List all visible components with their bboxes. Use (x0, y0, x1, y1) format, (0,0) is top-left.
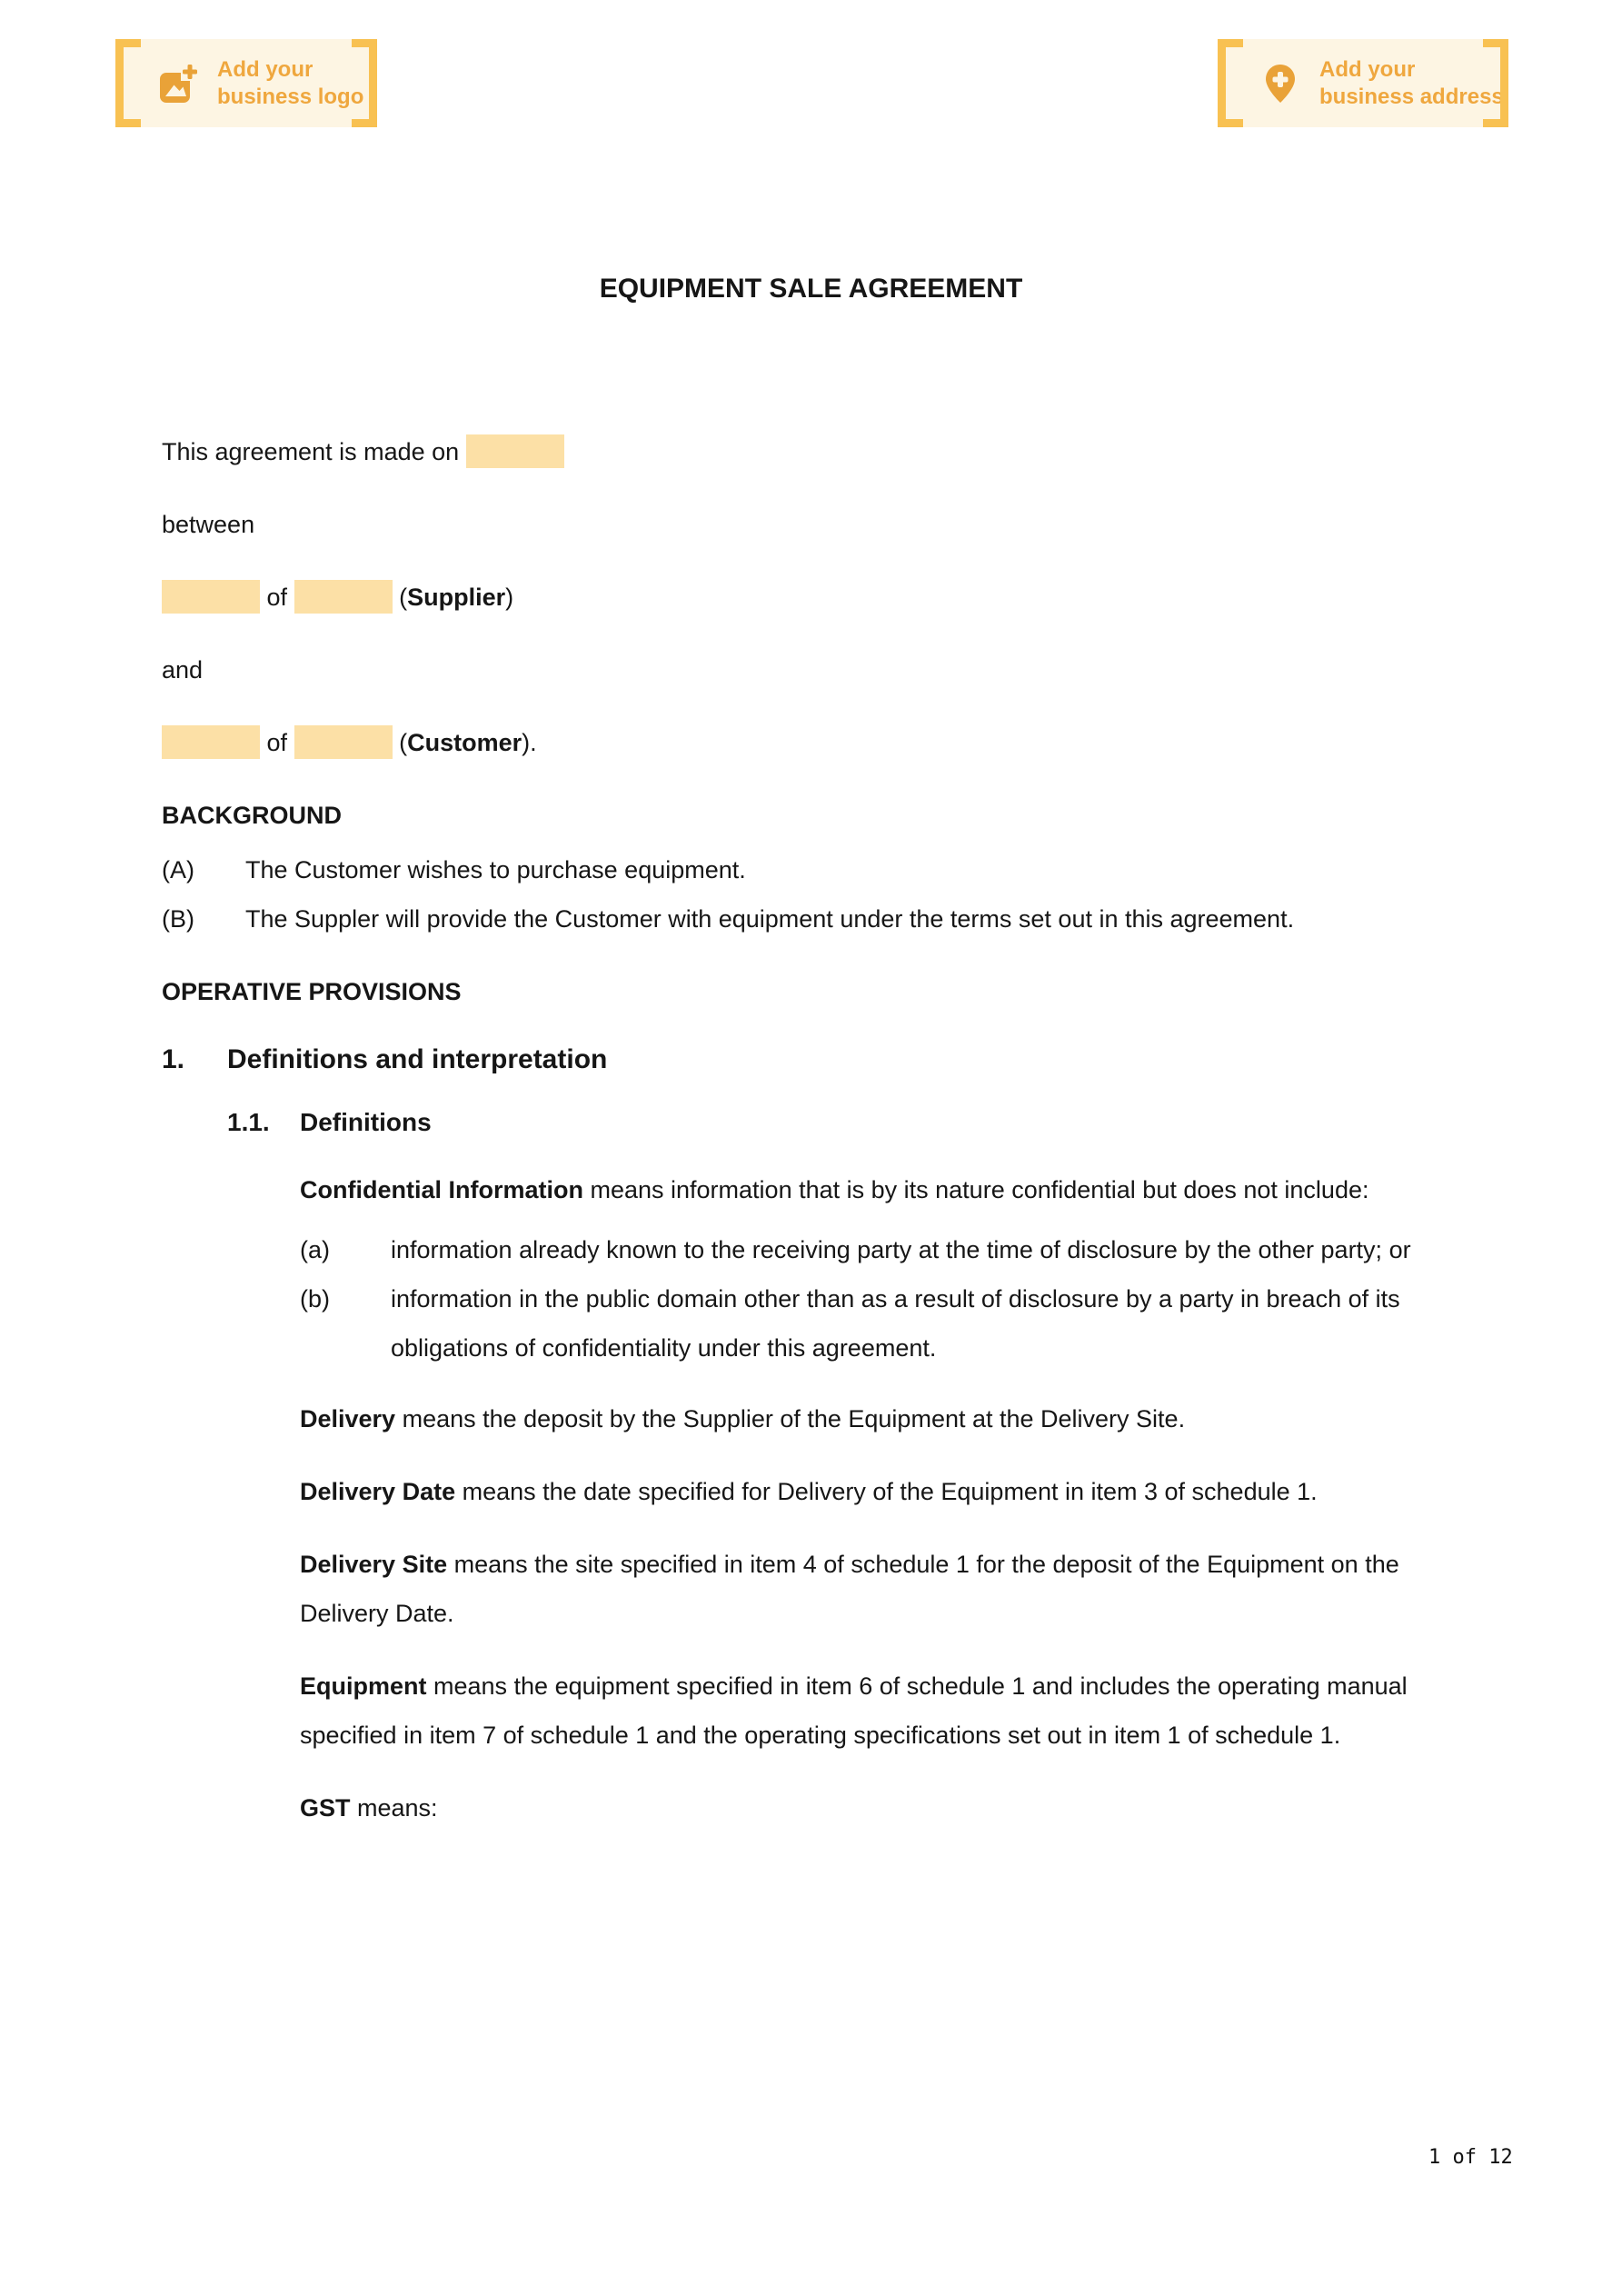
definitions-block (300, 1165, 1460, 1832)
map-pin-add-icon (1259, 63, 1301, 105)
customer-name-placeholder[interactable] (162, 725, 260, 759)
sublist-item-a (300, 1225, 1460, 1274)
definition-delivery-site (300, 1540, 1460, 1638)
customer-label: Customer (407, 729, 522, 756)
customer-paren-close: ). (522, 729, 537, 756)
section-1-title: Definitions and interpretation (227, 1044, 608, 1074)
definition-equipment (300, 1662, 1460, 1760)
definition-delivery-date-term: Delivery Date (300, 1478, 456, 1505)
confidential-sublist (300, 1225, 1460, 1373)
definition-delivery-site-term: Delivery Site (300, 1551, 448, 1578)
background-item-a (162, 845, 1460, 894)
main-content (162, 273, 1460, 1856)
background-list (162, 845, 1460, 943)
section-1-1-title: Definitions (300, 1108, 432, 1136)
intro-between: between (162, 511, 255, 538)
add-logo-label (217, 56, 363, 111)
customer-address-placeholder[interactable] (294, 725, 393, 759)
add-logo-label-line1: Add your (217, 56, 313, 82)
add-address-label-line1: Add your (1319, 56, 1416, 82)
background-item-a-marker: (A) (162, 856, 194, 883)
definition-delivery-site-rest: means the site specified in item 4 of schedule 1 for the deposit of the Equipment on the Delivery Date. (300, 1551, 1399, 1627)
definition-gst-term: GST (300, 1794, 351, 1822)
sublist-item-b (300, 1274, 1460, 1373)
image-add-icon (157, 63, 199, 105)
agreement-date-placeholder[interactable] (466, 434, 564, 468)
sublist-item-b-marker: (b) (300, 1285, 330, 1313)
definition-confidential-rest: means information that is by its nature confidential but does not include: (582, 1176, 1369, 1203)
supplier-of-text: of (266, 584, 288, 611)
definition-gst (300, 1783, 1460, 1832)
background-heading: BACKGROUND (162, 802, 342, 829)
intro-and: and (162, 656, 204, 684)
sublist-item-a-marker: (a) (300, 1236, 330, 1263)
supplier-address-placeholder[interactable] (294, 580, 393, 614)
definition-gst-rest: means: (350, 1794, 438, 1822)
customer-of-text: of (266, 729, 288, 756)
add-address-label (1319, 56, 1504, 111)
add-address-button[interactable] (1218, 39, 1508, 127)
background-item-a-text: The Customer wishes to purchase equipment. (245, 856, 746, 883)
supplier-paren-close: ) (505, 584, 514, 611)
background-item-b (162, 894, 1460, 943)
intro-made-on-text: This agreement is made on (162, 438, 460, 465)
definition-delivery-term: Delivery (300, 1405, 396, 1433)
section-1-1-heading (227, 1098, 1460, 1147)
definition-delivery-rest: means the deposit by the Supplier of the Equipment at the Delivery Site. (395, 1405, 1186, 1433)
section-1-1-number: 1.1. (227, 1108, 270, 1136)
supplier-name-placeholder[interactable] (162, 580, 260, 614)
add-logo-button[interactable] (115, 39, 377, 127)
background-item-b-text: The Suppler will provide the Customer with equipment under the terms set out in this agreement. (245, 905, 1295, 933)
customer-line (162, 718, 1460, 767)
definition-equipment-rest: means the equipment specified in item 6 of schedule 1 and includes the operating manual specified in item 7 of schedule 1 and the operating specifications set out in item 1 of schedule 1. (300, 1672, 1408, 1749)
add-address-label-line2: business address (1319, 84, 1504, 109)
definition-delivery (300, 1394, 1460, 1443)
definition-equipment-term: Equipment (300, 1672, 427, 1700)
definition-delivery-date (300, 1467, 1460, 1516)
operative-provisions-heading: OPERATIVE PROVISIONS (162, 978, 462, 1005)
definition-confidential-term: Confidential Information (300, 1176, 583, 1203)
definition-confidential-information (300, 1165, 1460, 1214)
definition-delivery-date-rest: means the date specified for Delivery of the Equipment in item 3 of schedule 1. (455, 1478, 1318, 1505)
supplier-paren-open: ( (399, 584, 408, 611)
add-logo-label-line2: business logo (217, 84, 364, 109)
document-title: EQUIPMENT SALE AGREEMENT (599, 274, 1023, 304)
supplier-line (162, 573, 1460, 622)
sublist-item-a-text: information already known to the receiving party at the time of disclosure by the other party; or (391, 1236, 1411, 1263)
customer-paren-open: ( (399, 729, 408, 756)
supplier-label: Supplier (407, 584, 506, 611)
section-1-heading (162, 1034, 1460, 1085)
intro-made-on (162, 427, 1460, 476)
page-number: 1 of 12 (1428, 2146, 1513, 2169)
sublist-item-b-text: information in the public domain other than as a result of disclosure by a party in breach of its obligations of confidentiality under this agreement. (391, 1285, 1400, 1362)
background-item-b-marker: (B) (162, 905, 194, 933)
section-1-number: 1. (162, 1044, 185, 1074)
